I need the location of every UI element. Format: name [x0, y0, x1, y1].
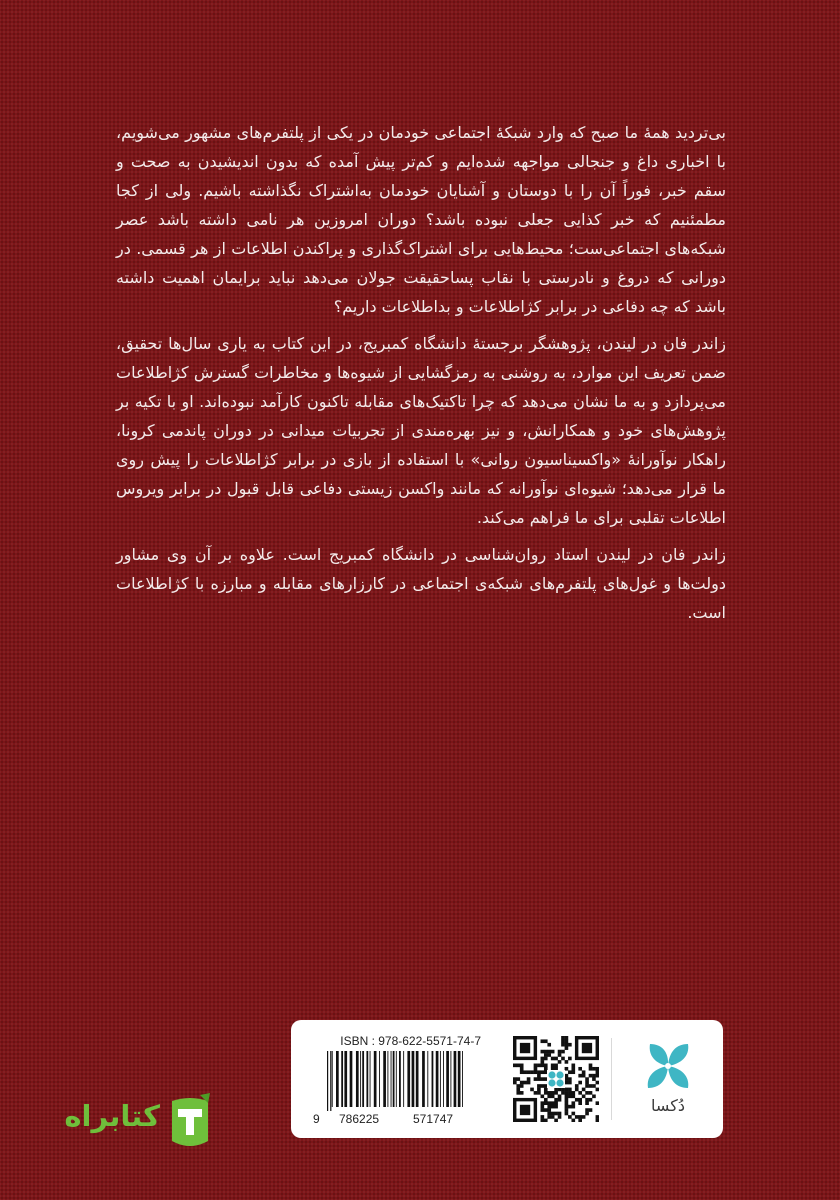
isbn-barcode	[313, 1034, 481, 1126]
isbn-info-panel	[291, 1020, 723, 1138]
store-name: کتابراه	[64, 1099, 160, 1133]
qr-code-graphic	[513, 1036, 599, 1122]
publisher-logo	[625, 1034, 711, 1124]
barcode-bars-icon	[327, 1051, 467, 1111]
back-cover-blurb	[116, 118, 726, 635]
qr-code-icon[interactable]	[513, 1036, 599, 1122]
blurb-paragraph-intro: بی‌تردید همهٔ ما صبح که وارد شبکهٔ اجتماعی خودمان در یکی از پلتفرم‌های مشهور می‌شویم، با اخباری داغ و جنجالی مواجهه شده‌ایم و کم‌تر پیش آمده که بدون اندیشیدن به صحت و سقم خبر، فوراً آن را با دوستان و آشنایان خودمان به‌اشتراک نگذاشته باشیم. ولی از کجا مطمئنیم که خبر کذایی جعلی نبوده باشد؟ دوران امروزین هر نامی داشته باشد عصر شبکه‌های اجتماعی‌ست؛ محیط‌هایی برای اشتراک‌گذاری و پراکندن اطلاعات از هر قسمی. در دورانی که دروغ و نادرستی با نقاب پساحقیقت جولان می‌دهد نباید برایمان اهمیت داشته باشد که چه دفاعی در برابر کژاطلاعات و بداطلاعات داریم؟	[116, 123, 726, 316]
publisher-name: دُکسا	[651, 1096, 685, 1115]
ketabrah-badge[interactable]	[36, 1093, 216, 1163]
barcode-right-group: 571747	[413, 1112, 454, 1126]
panel-divider	[611, 1038, 612, 1120]
isbn-number: ISBN : 978-622-5571-74-7	[340, 1034, 481, 1048]
barcode-left-group: 786225	[339, 1112, 380, 1126]
blurb-paragraph-book: زاندر فان در لیندن، پژوهشگر برجستهٔ دانشگاه کمبریج، در این کتاب به یاری سال‌ها تحقیق، ضمن تعریف این موارد، به روشنی به رمزگشایی از شیوه‌ها و مخاطرات گسترش کژاطلاعات می‌پردازد و به ما نشان می‌دهد که چرا تاکتیک‌های مقابله تاکنون کارآمد نبوده‌اند. او با تکیه بر پژوهش‌های خود و همکارانش، و نیز بهره‌مندی از تجربیات میدانی در دوران پاندمی کرونا، راهکار نوآورانهٔ «واکسیناسیون روانی» با استفاده از بازی در برابر کژاطلاعات را پیش روی ما قرار می‌دهد؛ شیوه‌ای نوآورانه که مانند واکسن زیستی دفاعی قابل قبول در برابر ویروس اطلاعات تقلبی برای ما فراهم می‌کند.	[116, 334, 726, 527]
four-petal-flower-icon	[638, 1038, 698, 1094]
blurb-paragraph-author: زاندر فان در لیندن استاد روان‌شناسی در دانشگاه کمبریج است. علاوه بر آن وی مشاور دولت‌ها و غول‌های پلتفرم‌های شبکه‌ی اجتماعی در کارزارهای مقابله و مبارزه با کژاطلاعات است.	[116, 545, 726, 622]
barcode-lead-digit: 9	[313, 1112, 320, 1126]
ketabrah-logo-icon	[164, 1093, 216, 1153]
